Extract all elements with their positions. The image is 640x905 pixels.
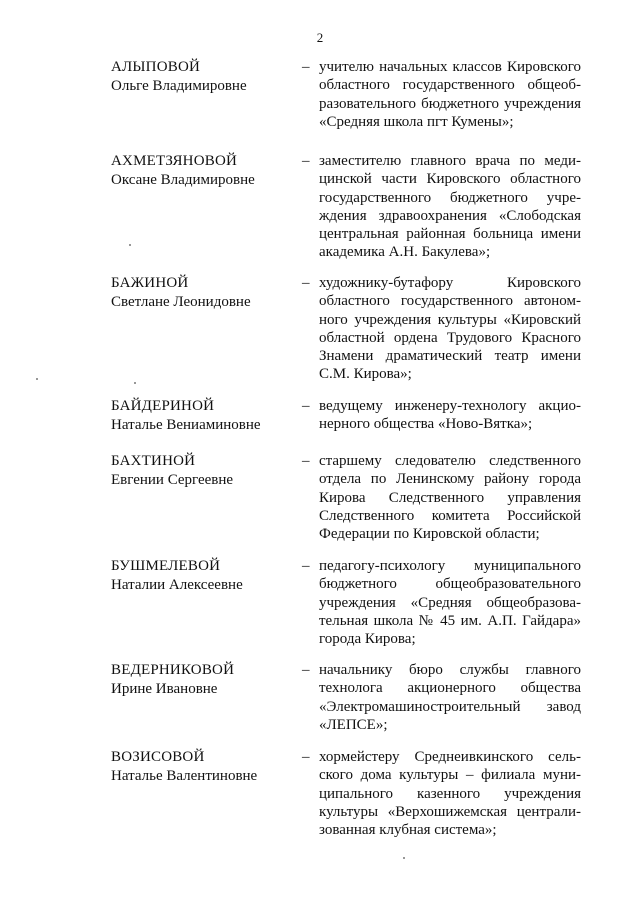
recipient-position: педагогу-психологу муниципального бюджетного общеобразовательного учреждения «Средняя общеобразовательная школа № 45 им. А.П. Гайдара» города Кирова; <box>319 558 581 648</box>
recipient-surname: ВЕДЕРНИКОВОЙ <box>111 662 235 678</box>
recipient-given-name: Наталье Вениаминовне <box>111 416 261 433</box>
list-item <box>0 397 640 433</box>
list-item <box>0 274 640 383</box>
recipient-surname: ВОЗИСОВОЙ <box>111 749 205 765</box>
recipient-name <box>111 661 291 698</box>
entry-dash: – <box>302 453 310 469</box>
entry-dash: – <box>302 59 310 75</box>
recipient-name <box>111 274 291 311</box>
recipient-position: заместителю главного врача по медицинской части Кировского областного государственного бюджетного учреждения здравоохранения «Слободская центральная районная больница имени академика А.Н. Бакулева»; <box>319 153 581 261</box>
recipient-name <box>111 152 291 189</box>
recipient-name <box>111 58 291 95</box>
recipient-given-name: Оксане Владимировне <box>111 171 255 188</box>
recipient-surname: БУШМЕЛЕВОЙ <box>111 558 221 574</box>
recipient-name <box>111 748 291 785</box>
recipient-given-name: Ольге Владимировне <box>111 77 247 94</box>
recipient-given-name: Наталье Валентиновне <box>111 767 258 784</box>
recipient-surname: АЛЫПОВОЙ <box>111 59 201 75</box>
recipient-given-name: Светлане Леонидовне <box>111 293 251 310</box>
recipient-position: старшему следователю следственного отдела по Ленинскому району города Кирова Следственного управления Следственного комитета Российской Федерации по Кировской области; <box>319 453 581 543</box>
list-item <box>0 452 640 543</box>
list-item <box>0 557 640 648</box>
recipient-name <box>111 557 291 594</box>
recipient-position: художнику-бутафору Кировского областного государственного автономного учреждения культуры «Кировский областной ордена Трудового Красного Знамени драматический театр имени С.М. Кирова»; <box>319 275 581 383</box>
list-item <box>0 661 640 733</box>
recipient-surname: БАЖИНОЙ <box>111 275 189 291</box>
recipient-given-name: Ирине Ивановне <box>111 680 218 697</box>
page-number: 2 <box>316 30 324 45</box>
recipient-surname: БАХТИНОЙ <box>111 453 196 469</box>
recipient-position: ведущему инженеру-технологу акционерного общества «Ново-Вятка»; <box>319 398 581 433</box>
recipient-name <box>111 452 291 489</box>
scan-speck <box>403 857 405 859</box>
list-item <box>0 152 640 261</box>
list-item <box>0 748 640 839</box>
entry-dash: – <box>302 558 310 574</box>
recipient-given-name: Евгении Сергеевне <box>111 471 234 488</box>
recipient-name <box>111 397 291 434</box>
entry-dash: – <box>302 749 310 765</box>
recipient-position: начальнику бюро службы главного технолога акционерного общества «Электромашиностроительный завод «ЛЕПСЕ»; <box>319 662 581 733</box>
entry-dash: – <box>302 398 310 414</box>
recipient-position: хормейстеру Среднеивкинского сельского дома культуры – филиала муниципального казенного учреждения культуры «Верхошижемская централизованная клубная система»; <box>319 749 581 839</box>
recipient-surname: БАЙДЕРИНОЙ <box>111 398 215 414</box>
recipient-surname: АХМЕТЗЯНОВОЙ <box>111 153 238 169</box>
scan-speck <box>36 378 38 380</box>
list-item <box>0 58 640 130</box>
scan-speck <box>134 382 136 384</box>
entry-dash: – <box>302 153 310 169</box>
entry-dash: – <box>302 275 310 291</box>
scan-speck <box>129 244 131 246</box>
recipient-given-name: Наталии Алексеевне <box>111 576 243 593</box>
entry-dash: – <box>302 662 310 678</box>
recipient-position: учителю начальных классов Кировского областного государственного общеобразовательного бюджетного учреждения «Средняя школа пгт Кумены»; <box>319 59 581 130</box>
